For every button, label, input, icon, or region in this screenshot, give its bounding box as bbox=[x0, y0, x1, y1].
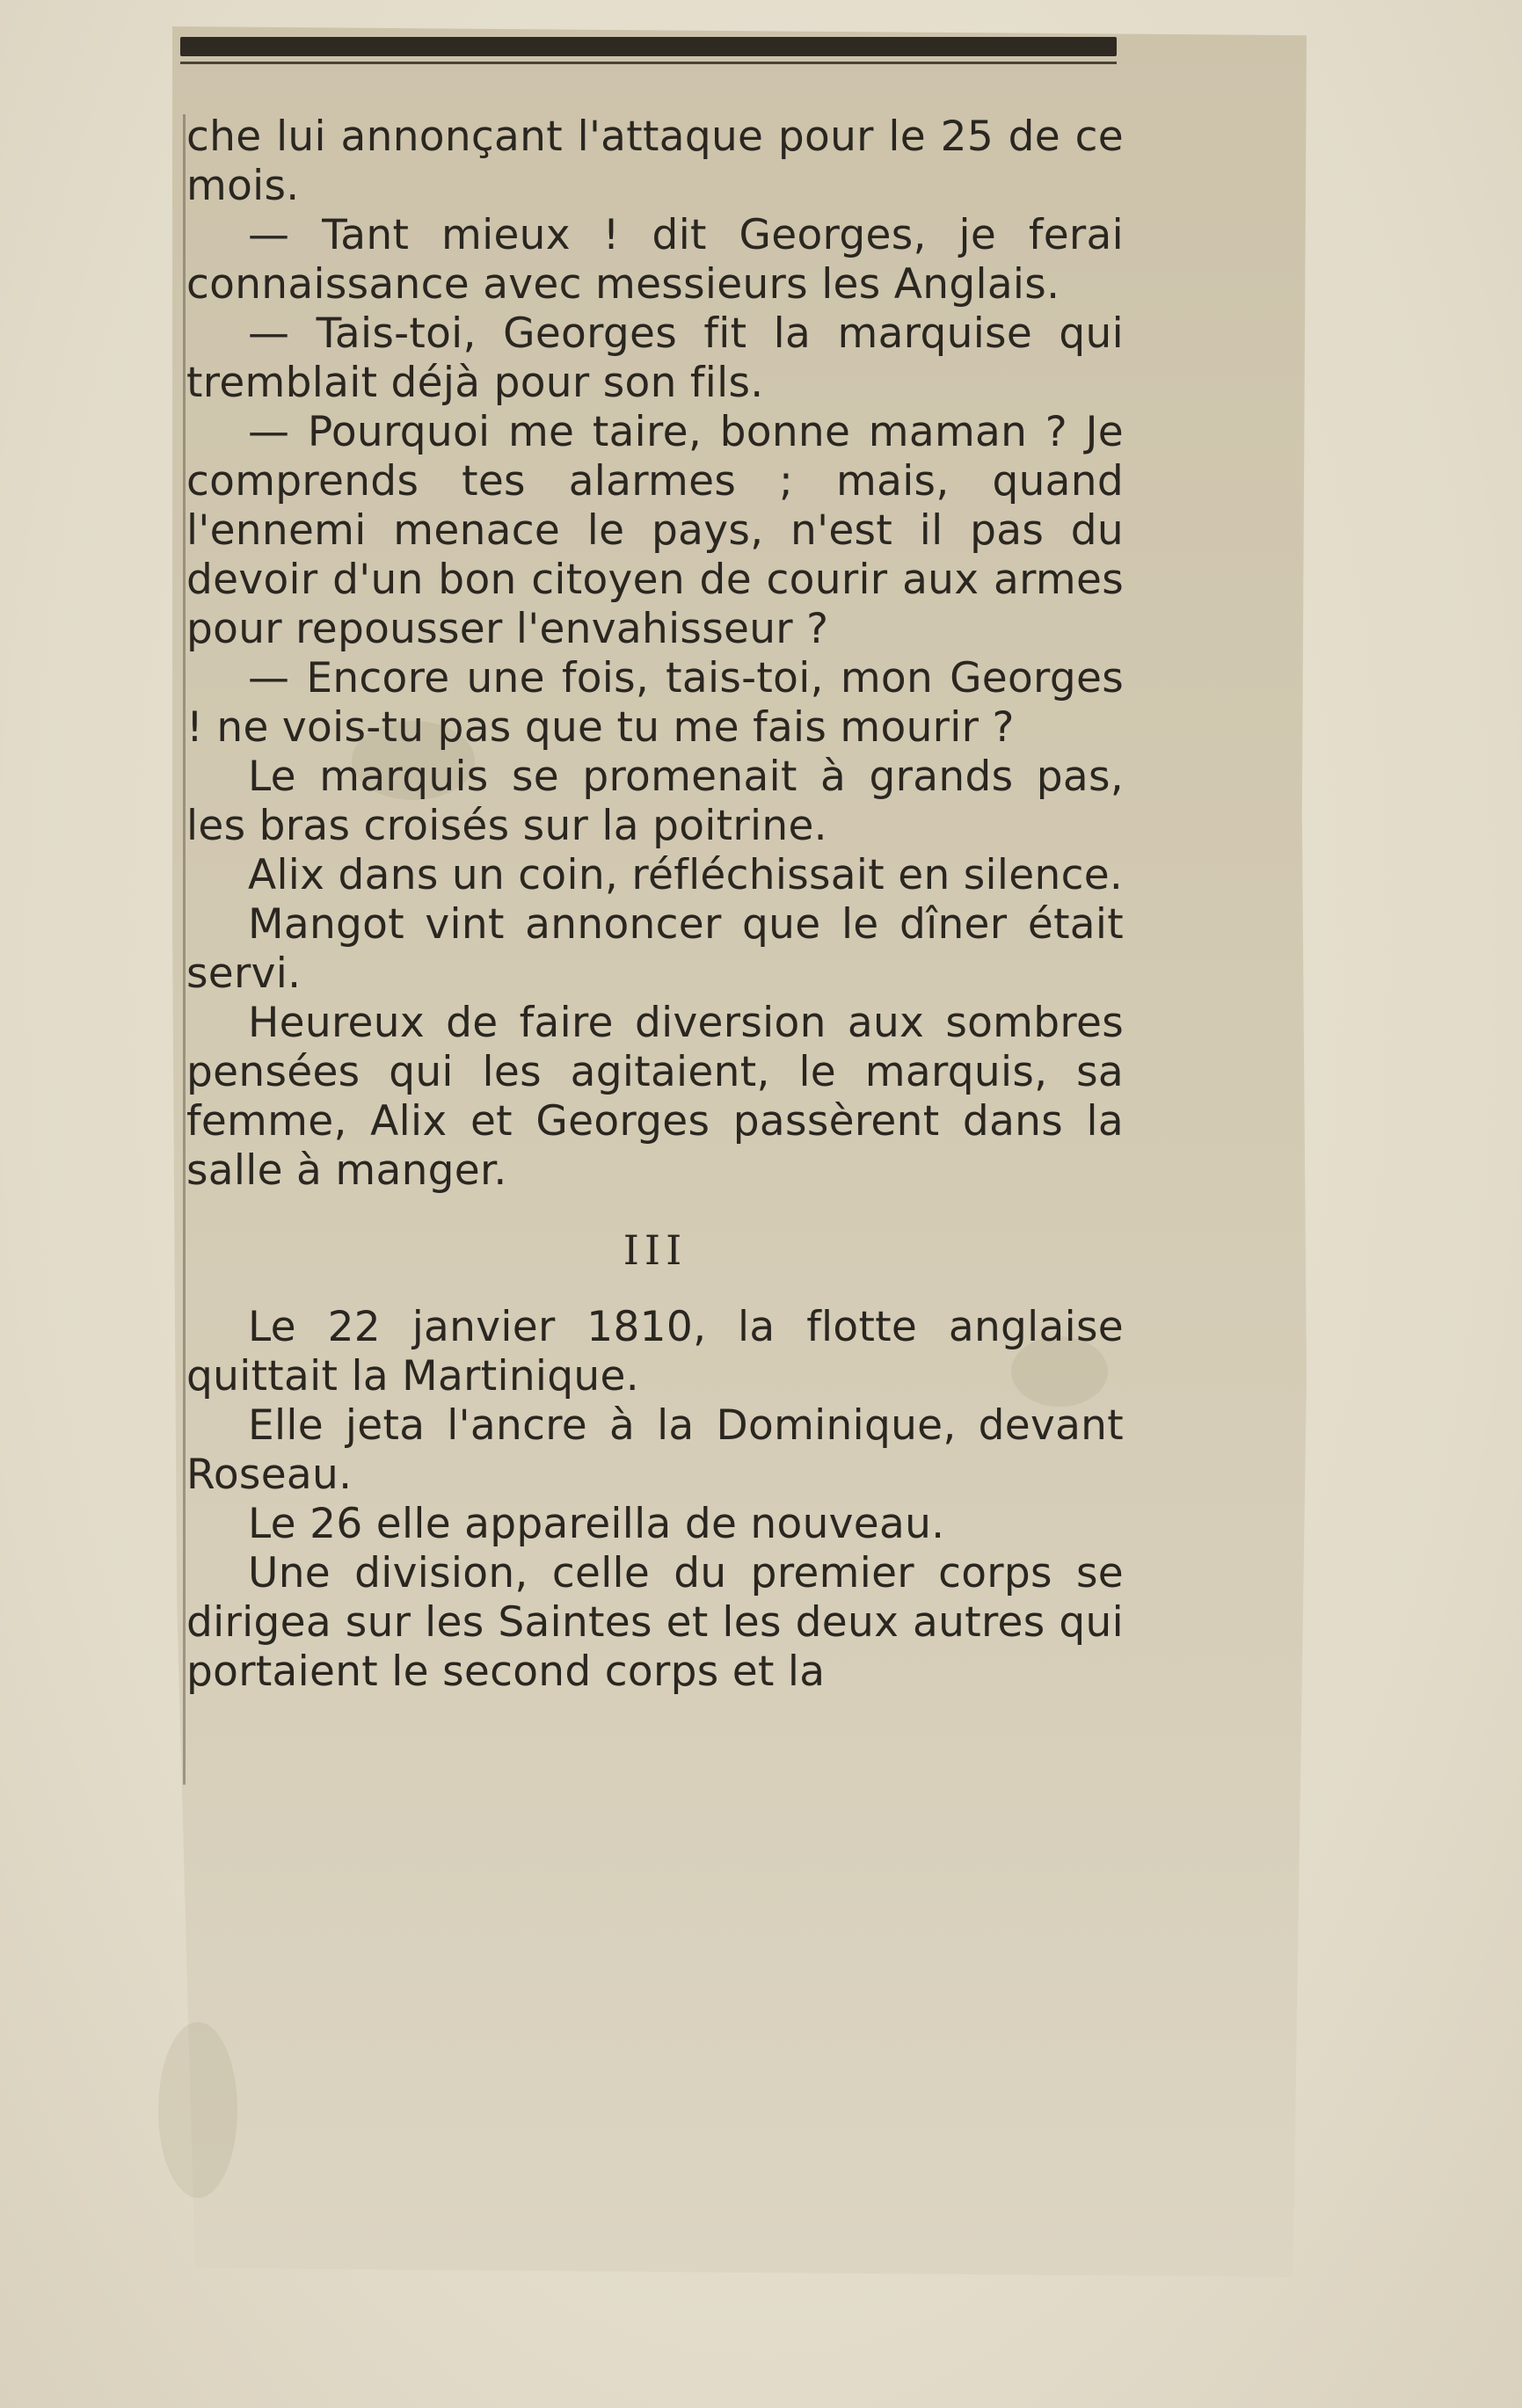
paragraph: Elle jeta l'ancre à la Dominique, devant Roseau. bbox=[186, 1401, 1124, 1499]
paragraph: che lui annonçant l'attaque pour le 25 de ce mois. bbox=[186, 113, 1124, 210]
paragraph: Le 22 janvier 1810, la flotte anglaise quittait la Martinique. bbox=[186, 1303, 1124, 1400]
paragraph: Une division, celle du premier corps se dirigea sur les Saintes et les deux autres qui portaient le second corps et la bbox=[186, 1549, 1124, 1696]
paper-stain bbox=[158, 2022, 237, 2198]
paragraph: Heureux de faire diversion aux sombres pensées qui les agitaient, le marquis, sa femme, Alix et Georges passèrent dans la salle à manger. bbox=[186, 999, 1124, 1195]
paragraph: — Tant mieux ! dit Georges, je ferai connaissance avec messieurs les Anglais. bbox=[186, 211, 1124, 309]
section-heading: III bbox=[623, 1226, 688, 1274]
paragraph: Mangot vint annoncer que le dîner était servi. bbox=[186, 900, 1124, 998]
column-fold-line bbox=[183, 114, 186, 1785]
column-header-rule bbox=[180, 37, 1117, 56]
paragraph: Le marquis se promenait à grands pas, les bras croisés sur la poitrine. bbox=[186, 753, 1124, 850]
paragraph: — Tais-toi, Georges fit la marquise qui tremblait déjà pour son fils. bbox=[186, 309, 1124, 407]
paragraph: — Encore une fois, tais-toi, mon Georges ! ne vois-tu pas que tu me fais mourir ? bbox=[186, 654, 1124, 752]
paragraph: Alix dans un coin, réfléchissait en silence. bbox=[248, 851, 1124, 899]
paragraph: — Pourquoi me taire, bonne maman ? Je comprends tes alarmes ; mais, quand l'ennemi menace le pays, n'est il pas du devoir d'un bon citoyen de courir aux armes pour repousser l'envahisseur ? bbox=[186, 408, 1124, 653]
article-column bbox=[186, 113, 1124, 1697]
column-header-thin-rule bbox=[180, 62, 1117, 64]
paragraph: Le 26 elle appareilla de nouveau. bbox=[248, 1500, 945, 1548]
